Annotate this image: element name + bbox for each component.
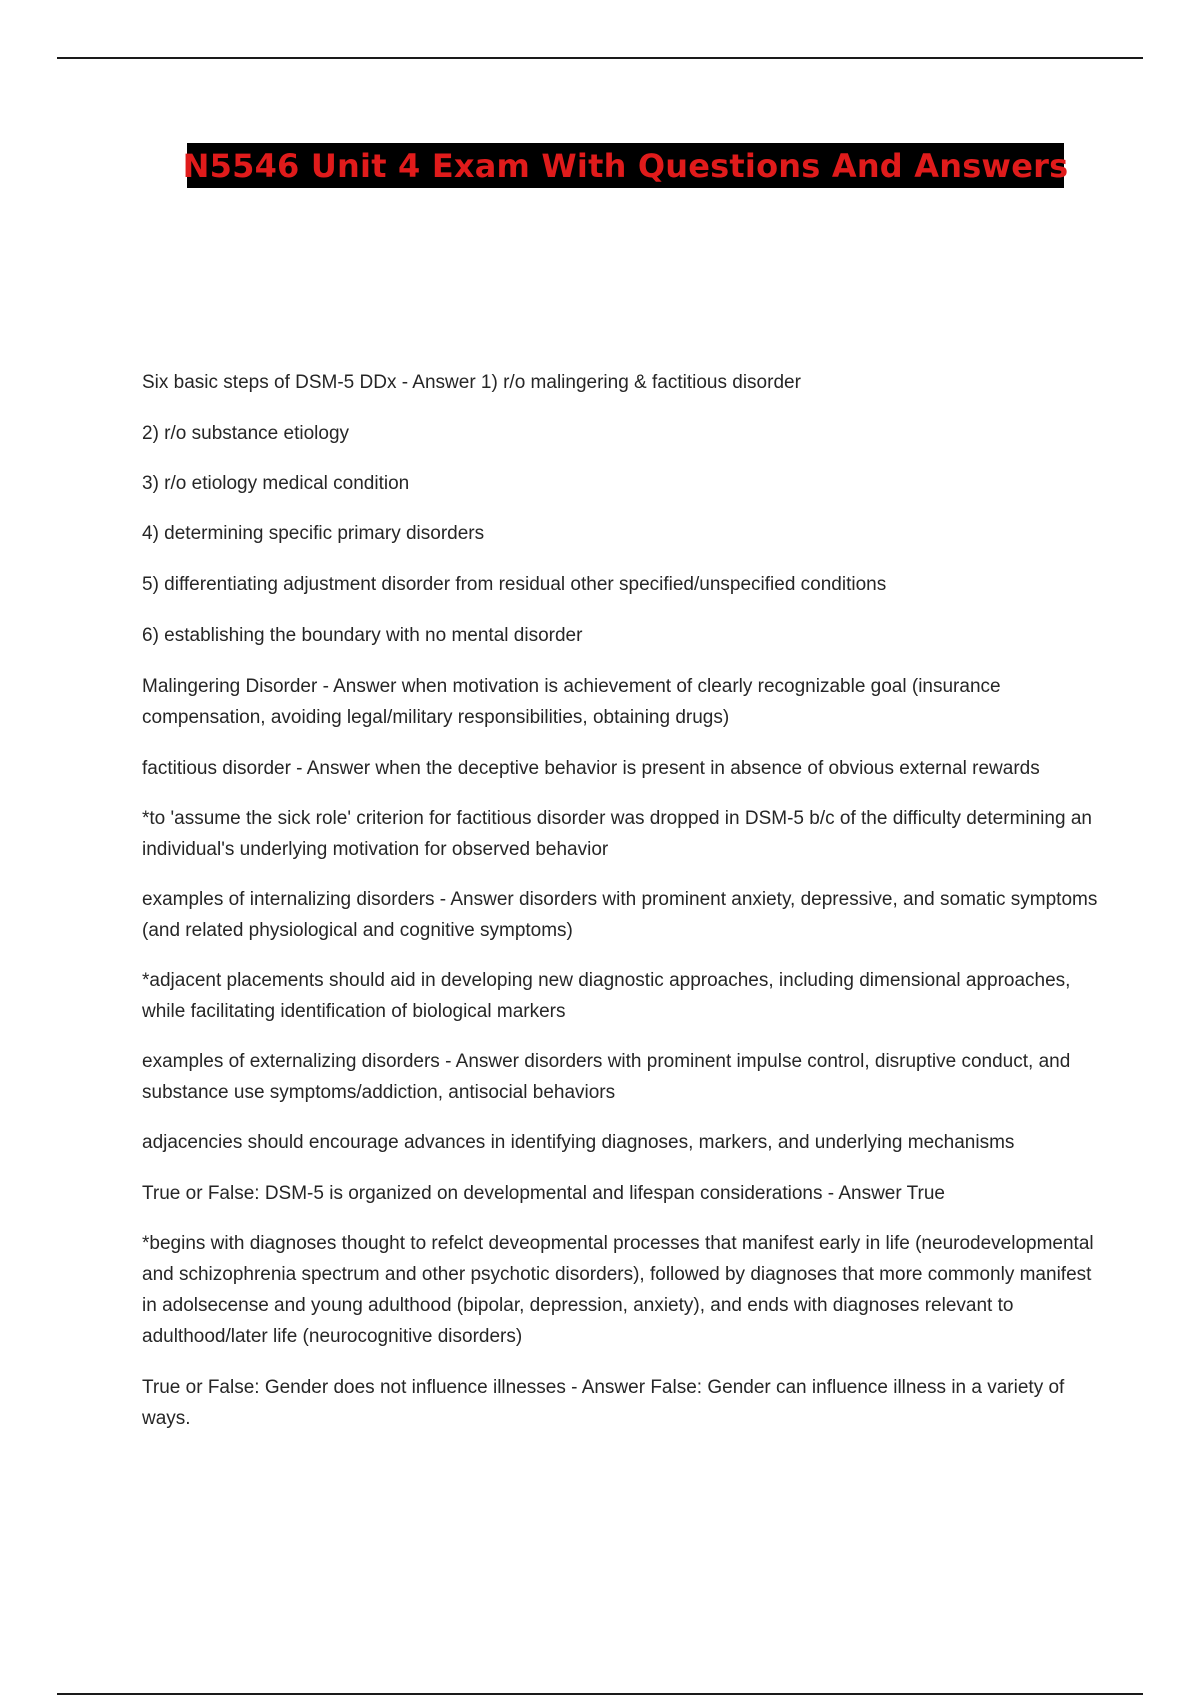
paragraph: adjacencies should encourage advances in identifying diagnoses, markers, and underlying mechanisms [142, 1132, 1015, 1153]
paragraph: *adjacent placements should aid in developing new diagnostic approaches, including dimensional approaches, while facilitating identification of biological markers [142, 970, 1071, 1022]
paragraph: Six basic steps of DSM-5 DDx - Answer 1) r/o malingering & factitious disorder [142, 372, 801, 393]
document-body [142, 367, 1102, 1454]
paragraph: Malingering Disorder - Answer when motivation is achievement of clearly recognizable goal (insurance compensation, avoiding legal/military responsibilities, obtaining drugs) [142, 676, 1001, 728]
paragraph: True or False: Gender does not influence illnesses - Answer False: Gender can influence illness in a variety of ways. [142, 1377, 1065, 1429]
paragraph: 6) establishing the boundary with no mental disorder [142, 625, 583, 646]
bottom-divider [57, 1693, 1143, 1695]
paragraph: *to 'assume the sick role' criterion for factitious disorder was dropped in DSM-5 b/c of the difficulty determining an individual's underlying motivation for observed behavior [142, 808, 1092, 860]
paragraph: examples of internalizing disorders - Answer disorders with prominent anxiety, depressive, and somatic symptoms (and related physiological and cognitive symptoms) [142, 889, 1098, 941]
paragraph: 3) r/o etiology medical condition [142, 473, 410, 494]
paragraph: factitious disorder - Answer when the deceptive behavior is present in absence of obvious external rewards [142, 758, 1040, 779]
paragraph: examples of externalizing disorders - Answer disorders with prominent impulse control, disruptive conduct, and substance use symptoms/addiction, antisocial behaviors [142, 1051, 1071, 1103]
paragraph: 5) differentiating adjustment disorder from residual other specified/unspecified conditions [142, 574, 887, 595]
document-title: N5546 Unit 4 Exam With Questions And Answers [182, 146, 1069, 185]
title-banner [182, 143, 1069, 188]
top-divider [57, 57, 1143, 59]
paragraph: 2) r/o substance etiology [142, 423, 350, 444]
paragraph: *begins with diagnoses thought to refelct deveopmental processes that manifest early in life (neurodevelopmental and schizophrenia spectrum and other psychotic disorders), followed by diagnoses that more commonly manifest in adolsecense and young adulthood (bipolar, depression, anxiety), and ends with diagnoses relevant to adulthood/later life (neurocognitive disorders) [142, 1233, 1094, 1347]
paragraph: True or False: DSM-5 is organized on developmental and lifespan considerations - Answer True [142, 1183, 945, 1204]
paragraph: 4) determining specific primary disorders [142, 523, 485, 544]
